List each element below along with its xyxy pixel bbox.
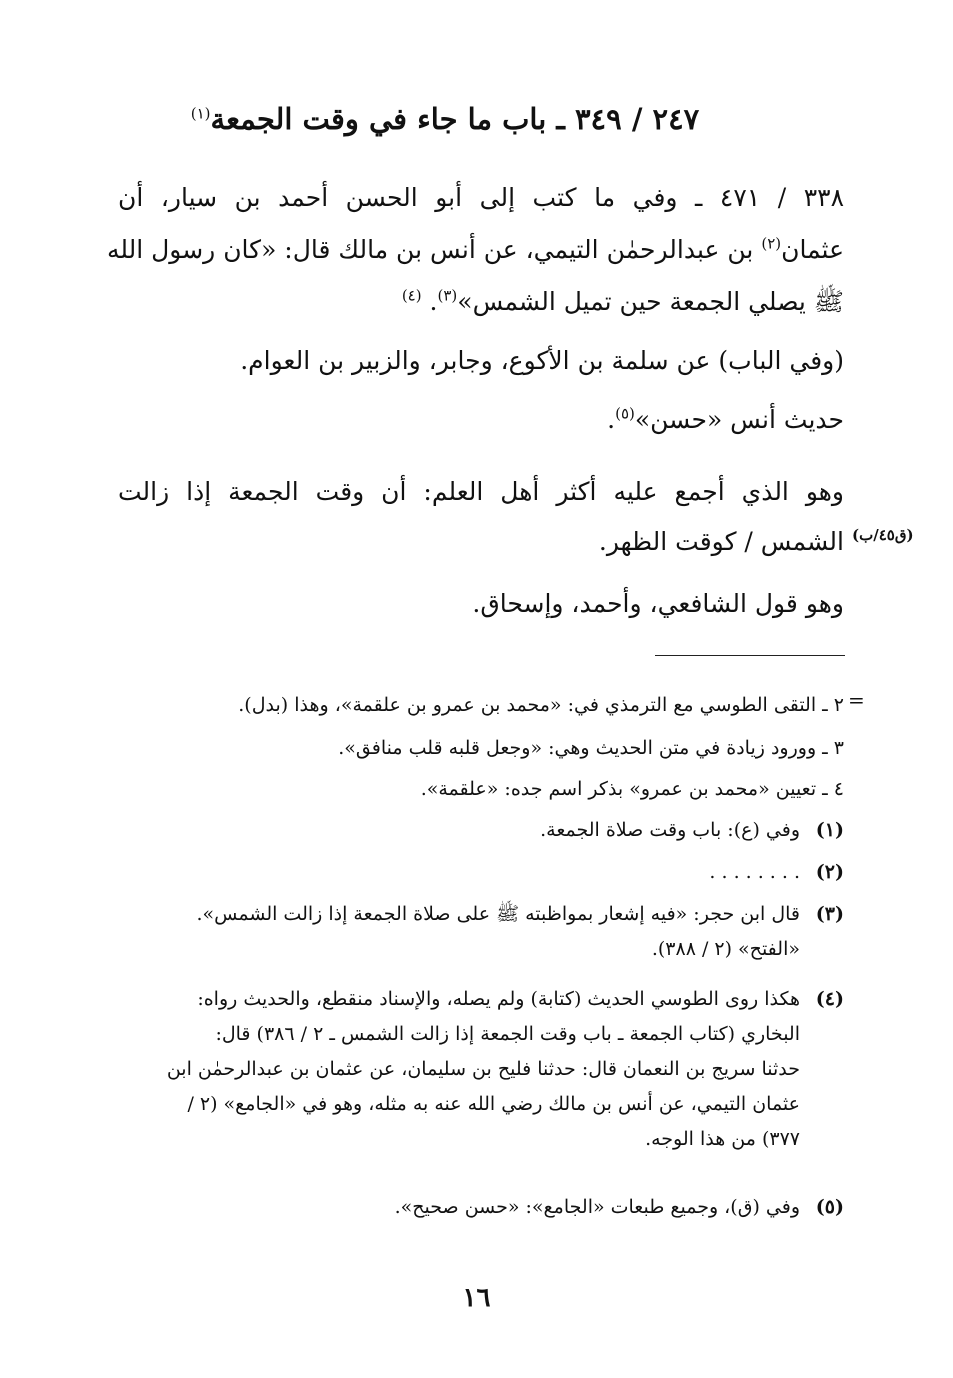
ijma-line-1: وهو الذي أجمع عليه أكثر أهل العلم: أن وقت الجمعة إذا زالت xyxy=(118,477,844,506)
footnote-5-number: (٥) xyxy=(815,1196,844,1218)
footnote-3-number: (٣) xyxy=(815,903,844,925)
footnote-3-text-2: «الفتح» (٢ / ٣٨٨). xyxy=(651,938,800,960)
chapter-title-text: ٢٤٧ / ٣٤٩ ـ باب ما جاء في وقت الجمعة xyxy=(210,102,700,136)
footnote-4-text-3: حدثنا سريج بن النعمان قال: حدثنا فليح بن سليمان، عن عثمان بن عبدالرحمٰن ابن xyxy=(166,1058,800,1080)
hadith-footnote-ref-3: (٣) xyxy=(437,286,458,305)
hukm-paragraph xyxy=(118,394,902,446)
page-number: ١٦ xyxy=(462,1283,491,1313)
hadith-line-3-start: ﷺ يصلي الجمعة حين تميل الشمس» xyxy=(457,287,844,316)
hadith-footnote-ref-2: (٢) xyxy=(761,234,782,253)
hadith-line-2-start: عثمان xyxy=(781,235,844,264)
footnote-divider xyxy=(655,655,845,656)
hadith-line-2 xyxy=(106,224,844,276)
footnote-4-text-4: عثمان التيمي، عن أنس بن مالك رضي الله عنه به مثله، وهو في «الجامع» (٢ / xyxy=(187,1093,800,1115)
footnote-5 xyxy=(118,1190,844,1225)
qawl-paragraph: وهو قول الشافعي، وأحمد، وإسحاق. xyxy=(472,589,844,618)
chapter-title-footnote-ref: (١) xyxy=(190,104,211,123)
footnote-2 xyxy=(118,855,844,890)
footnote-2-text: . . . . . . . . xyxy=(709,861,800,883)
footnote-continued-2: ٣ ـ وورود زيادة في متن الحديث وهي: «وجعل قلبه قلب منافق». xyxy=(338,737,844,759)
footnote-2-number: (٢) xyxy=(815,861,844,883)
hukm-text: حديث أنس «حسن» xyxy=(634,405,844,434)
footnote-5-text: وفي (ق)، وجميع طبعات «الجامع»: «حسن صحيح». xyxy=(394,1196,800,1218)
footnote-continued-1: ٢ ـ التقى الطوسي مع الترمذي في: «محمد بن عمرو بن علقمة»، وهذا (بدل). xyxy=(238,694,844,716)
bab-paragraph: (وفي الباب) عن سلمة بن الأكوع، وجابر، والزبير بن العوام. xyxy=(240,346,844,375)
footnote-1 xyxy=(118,813,844,848)
hadith-line-3 xyxy=(118,276,844,328)
footnote-1-text: وفي (ع): باب وقت صلاة الجمعة. xyxy=(540,819,800,841)
footnote-4-text-5: ٣٧٧) من هذا الوجه. xyxy=(645,1128,800,1150)
footnote-3-text-1: قال ابن حجر: «فيه إشعار بمواظبته ﷺ على صلاة الجمعة إذا زالت الشمس». xyxy=(196,903,800,925)
hadith-line-3-punct: . xyxy=(421,287,438,316)
hadith-footnote-ref-4: (٤) xyxy=(401,286,422,305)
hukm-footnote-ref: (٥) xyxy=(615,404,635,423)
footnote-continuation-mark: = xyxy=(848,688,865,712)
chapter-title xyxy=(150,97,740,141)
manuscript-margin-note: (ق٤٥/ب) xyxy=(852,526,914,544)
hadith-line-1: ٣٣٨ / ٤٧١ ـ وفي ما كتب إلى أبو الحسن أحمد بن سيار، أن xyxy=(118,183,845,212)
hukm-end: . xyxy=(607,405,616,434)
footnote-continued-3: ٤ ـ تعيين «محمد بن عمرو» بذكر اسم جده: «علقمة». xyxy=(420,778,844,800)
hadith-line-2-end: بن عبدالرحمٰن التيمي، عن أنس بن مالك قال: «كان رسول الله xyxy=(106,235,762,264)
footnote-4 xyxy=(118,982,844,1157)
hadith-text xyxy=(106,172,845,328)
footnote-4-text-2: البخاري (كتاب الجمعة ـ باب وقت الجمعة إذا زالت الشمس ـ ٢ / ٣٨٦) قال: xyxy=(215,1023,800,1045)
footnote-1-number: (١) xyxy=(815,819,844,841)
footnote-3 xyxy=(118,897,844,967)
ijma-line-2: الشمس / كوقت الظهر. xyxy=(598,527,844,556)
footnote-4-text-1: هكذا روى الطوسي الحديث (كتابة) ولم يصله، والإسناد منقطع، والحديث رواه: xyxy=(197,988,800,1010)
footnote-4-number: (٤) xyxy=(815,988,844,1010)
